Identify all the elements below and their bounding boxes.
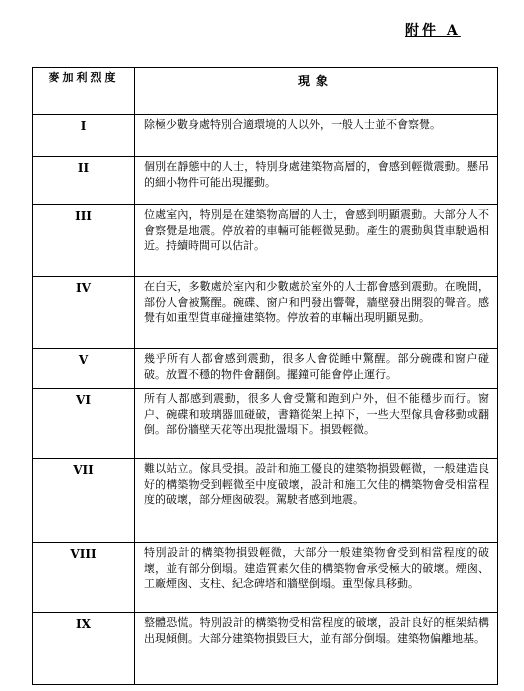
table-header-row [33,68,498,115]
table-row [33,157,498,205]
table-row [33,459,498,543]
description-cell: 除極少數身處特別合適環境的人以外，一般人士並不會察覺。 [135,115,498,157]
degree-cell: VI [33,389,135,459]
description-cell: 在白天，多數處於室內和少數處於室外的人士都會感到震動。在晚間，部份人會被驚醒。碗碟、窗户和門發出響聲，牆壁發出開裂的聲音。感覺有如重型貨車碰撞建築物。停放着的車輛出現明顯晃動。 [135,277,498,349]
table-row [33,205,498,277]
description-cell: 幾乎所有人都會感到震動，很多人會從睡中驚醒。部分碗碟和窗户碰破。放置不穩的物件會翻倒。擺鐘可能會停止運行。 [135,349,498,389]
table-row [33,389,498,459]
degree-cell: V [33,349,135,389]
degree-cell: II [33,157,135,205]
table-row [33,543,498,613]
degree-cell: IV [33,277,135,349]
header-degree: 麥加利烈度 [33,68,135,115]
table-row [33,115,498,157]
degree-cell: IX [33,613,135,685]
header-phenomenon: 現象 [135,68,498,115]
degree-cell: VIII [33,543,135,613]
degree-cell: III [33,205,135,277]
table-row [33,277,498,349]
degree-cell: VII [33,459,135,543]
description-cell: 所有人都感到震動，很多人會受驚和跑到户外，但不能穩步而行。窗户、碗碟和玻璃器皿碰破，書籍從架上掉下，一些大型傢具會移動或翻倒。部份牆壁天花等出現批盪塌下。損毀輕微。 [135,389,498,459]
table-row [33,613,498,685]
table-row [33,349,498,389]
description-cell: 位處室內，特別是在建築物高層的人士，會感到明顯震動。大部分人不會察覺是地震。停放着的車輛可能輕微晃動。產生的震動與貨車駛過相近。持續時間可以估計。 [135,205,498,277]
description-cell: 整體恐慌。特別設計的構築物受相當程度的破壞，設計良好的框架結構出現傾側。大部分建築物損毀巨大，並有部分倒塌。建築物偏離地基。 [135,613,498,685]
description-cell: 特別設計的構築物損毀輕微，大部分一般建築物會受到相當程度的破壞，並有部分倒塌。建造質素欠佳的構築物會承受極大的破壞。煙囪、工廠煙囪、支柱、紀念碑塔和牆壁倒塌。重型傢具移動。 [135,543,498,613]
annex-title: 附件 A [405,23,461,39]
description-cell: 難以站立。傢具受損。設計和施工優良的建築物損毀輕微，一般建造良好的構築物受到輕微至中度破壞，設計和施工欠佳的構築物會受相當程度的破壞，部分煙囪破裂。駕駛者感到地震。 [135,459,498,543]
description-cell: 個別在靜態中的人士，特別身處建築物高層的，會感到輕微震動。懸吊的細小物件可能出現擺動。 [135,157,498,205]
degree-cell: I [33,115,135,157]
intensity-table [32,67,498,685]
